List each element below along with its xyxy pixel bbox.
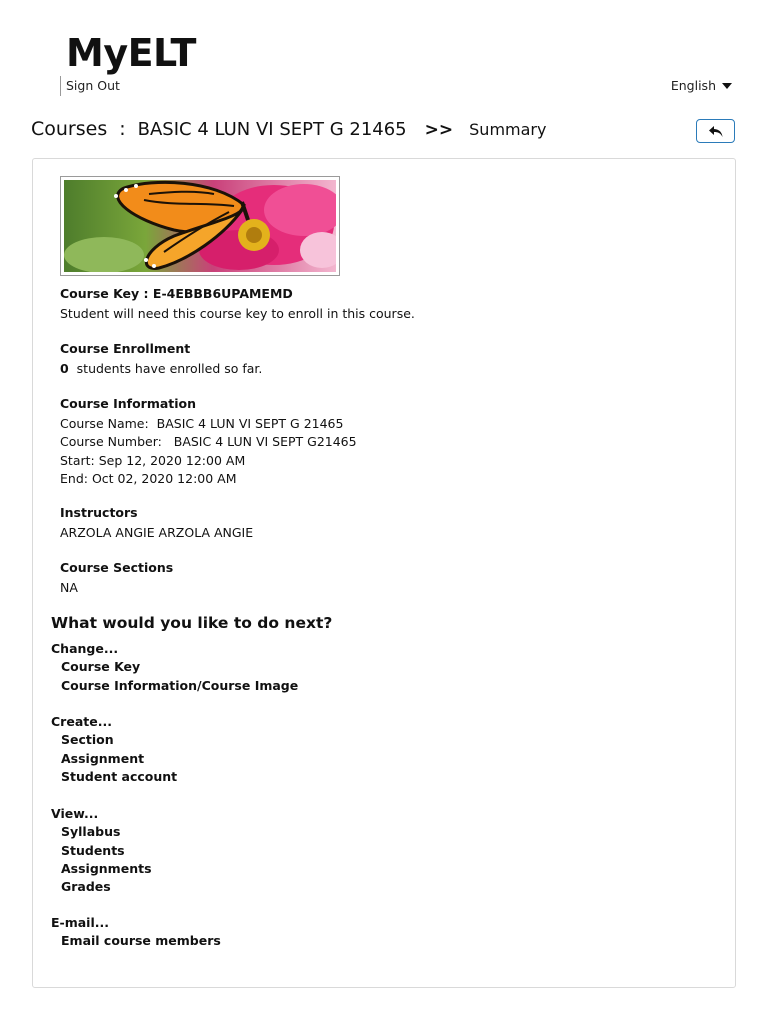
create-section-link[interactable]: Section bbox=[61, 732, 114, 748]
course-sections-label: Course Sections bbox=[60, 560, 174, 575]
myelt-logo: MyELT bbox=[66, 31, 196, 75]
back-button[interactable] bbox=[696, 119, 735, 143]
course-information-block bbox=[60, 395, 357, 489]
course-name-line bbox=[60, 415, 357, 434]
language-selector[interactable] bbox=[671, 78, 732, 93]
change-course-key-link[interactable]: Course Key bbox=[61, 659, 141, 675]
course-key-value: E-4EBBB6UPAMEMD bbox=[152, 286, 293, 301]
create-assignment-link[interactable]: Assignment bbox=[61, 750, 145, 766]
breadcrumb-courses[interactable]: Courses bbox=[31, 118, 108, 140]
instructors-label: Instructors bbox=[60, 505, 138, 520]
course-image bbox=[60, 176, 340, 276]
course-end-date: End: Oct 02, 2020 12:00 AM bbox=[60, 471, 237, 486]
change-group bbox=[51, 640, 298, 695]
create-group bbox=[51, 713, 177, 786]
course-start-date: Start: Sep 12, 2020 12:00 AM bbox=[60, 452, 246, 468]
course-name-label: Course Name: bbox=[60, 415, 149, 431]
change-course-info-link[interactable]: Course Information/Course Image bbox=[61, 677, 299, 693]
view-heading: View... bbox=[51, 806, 99, 821]
email-heading: E-mail... bbox=[51, 915, 110, 930]
course-key-block bbox=[60, 285, 415, 323]
email-group bbox=[51, 914, 221, 951]
breadcrumb-separator: : bbox=[119, 118, 126, 140]
breadcrumb-course-name[interactable]: BASIC 4 LUN VI SEPT G 21465 bbox=[137, 119, 407, 140]
enrollment-label: Course Enrollment bbox=[60, 341, 191, 356]
instructors-value: ARZOLA ANGIE ARZOLA ANGIE bbox=[60, 524, 254, 540]
breadcrumb bbox=[31, 118, 546, 140]
view-grades-link[interactable]: Grades bbox=[61, 879, 111, 895]
course-key-line bbox=[60, 285, 415, 304]
course-number-label: Course Number: bbox=[60, 434, 162, 449]
butterfly-flower-image bbox=[64, 180, 336, 272]
breadcrumb-arrow: >> bbox=[424, 120, 454, 140]
view-group bbox=[51, 805, 152, 896]
course-sections-block bbox=[60, 559, 173, 597]
course-name-value: BASIC 4 LUN VI SEPT G 21465 bbox=[156, 415, 344, 431]
course-key-label: Course Key bbox=[60, 286, 140, 301]
view-syllabus-link[interactable]: Syllabus bbox=[61, 824, 121, 840]
back-arrow-icon bbox=[708, 125, 724, 138]
view-assignments-link[interactable]: Assignments bbox=[61, 860, 152, 876]
email-course-members-link[interactable]: Email course members bbox=[61, 933, 221, 949]
language-label: English bbox=[670, 78, 716, 93]
instructors-block bbox=[60, 504, 253, 542]
enrollment-block bbox=[60, 340, 262, 378]
sign-out-link[interactable]: Sign Out bbox=[66, 78, 120, 93]
course-information-label: Course Information bbox=[60, 396, 197, 411]
course-number-value: BASIC 4 LUN VI SEPT G21465 bbox=[173, 434, 357, 449]
course-key-note: Student will need this course key to enroll in this course. bbox=[60, 305, 415, 321]
change-heading: Change... bbox=[51, 641, 119, 656]
view-students-link[interactable]: Students bbox=[61, 842, 125, 858]
enrollment-text: students have enrolled so far. bbox=[76, 360, 263, 376]
course-sections-value: NA bbox=[60, 579, 78, 595]
caret-down-icon bbox=[722, 83, 732, 89]
breadcrumb-current-page: Summary bbox=[469, 120, 547, 139]
enrollment-count: 0 bbox=[60, 360, 69, 376]
enrollment-line bbox=[60, 360, 262, 379]
course-key-separator: : bbox=[143, 286, 149, 301]
logo-divider bbox=[60, 76, 61, 96]
course-number-line bbox=[60, 433, 357, 452]
create-heading: Create... bbox=[51, 714, 112, 729]
next-actions-title: What would you like to do next? bbox=[51, 614, 333, 632]
create-student-account-link[interactable]: Student account bbox=[61, 768, 178, 784]
